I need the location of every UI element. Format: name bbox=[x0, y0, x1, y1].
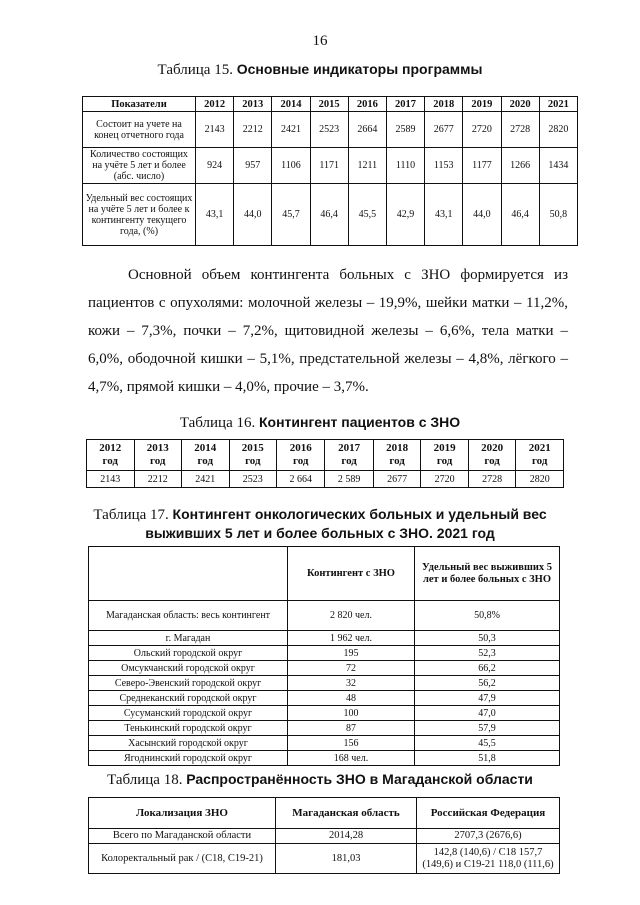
table15-cell: 45,7 bbox=[272, 184, 310, 246]
table16-cell: 2820 bbox=[516, 471, 564, 488]
table-row bbox=[89, 631, 560, 646]
table-row bbox=[89, 751, 560, 766]
table15-cell: 44,0 bbox=[463, 184, 501, 246]
table18-caption bbox=[0, 770, 640, 789]
table16-year-header: 2013 год bbox=[134, 440, 182, 471]
table17-cell: 51,8 bbox=[415, 751, 560, 766]
table16-year-header: 2017 год bbox=[325, 440, 373, 471]
table15-cell: 1110 bbox=[386, 148, 424, 184]
table15-cell: 2212 bbox=[234, 112, 272, 148]
table15-cell: 2720 bbox=[463, 112, 501, 148]
table16-cell: 2 589 bbox=[325, 471, 373, 488]
table16-cell: 2421 bbox=[182, 471, 230, 488]
table15-cell: 1171 bbox=[310, 148, 348, 184]
table16-cell: 2143 bbox=[87, 471, 135, 488]
table-row bbox=[87, 440, 564, 471]
table18-header-cell: Магаданская область bbox=[276, 798, 417, 829]
table15-header-cell: 2017 bbox=[386, 97, 424, 112]
table18-cell: 2014,28 bbox=[276, 829, 417, 844]
table15-cell: 2523 bbox=[310, 112, 348, 148]
body-paragraph-text: Основной объем контингента больных с ЗНО формируется из пациентов с опухолями: молочной железы – 19,9%, шейки матки – 11,2%, кожи – 7,3%, почки – 7,2%, щитовидной железы – 6,6%, тела матки – 6,0%, ободочной кишки – 5,1%, предстательной железы – 4,8%, лёгкого – 4,7%, прямой кишки – 4,0%, прочие – 3,7%. bbox=[88, 267, 568, 395]
table15-caption-title: Основные индикаторы программы bbox=[236, 61, 483, 77]
table16-cell: 2 664 bbox=[277, 471, 325, 488]
page-number: 16 bbox=[312, 33, 328, 49]
table15-row-label: Количество состоящих на учёте 5 лет и более (абс. число) bbox=[83, 148, 196, 184]
table15-row-label: Удельный вес состоящих на учёте 5 лет и более к контингенту текущего года, (%) bbox=[83, 184, 196, 246]
table-row bbox=[83, 184, 578, 246]
table17-cell: 57,9 bbox=[415, 721, 560, 736]
table-row bbox=[89, 721, 560, 736]
table17-row-label: Среднеканский городской округ bbox=[89, 691, 288, 706]
table17-cell: 195 bbox=[288, 646, 415, 661]
table15-cell: 1153 bbox=[425, 148, 463, 184]
table-row bbox=[83, 148, 578, 184]
table15-cell: 2820 bbox=[539, 112, 577, 148]
table17-cell: 168 чел. bbox=[288, 751, 415, 766]
table17-cell: 1 962 чел. bbox=[288, 631, 415, 646]
table-row bbox=[89, 829, 560, 844]
table15-indicators bbox=[82, 96, 578, 246]
table16-year-header: 2014 год bbox=[182, 440, 230, 471]
table17-cell: 50,8% bbox=[415, 601, 560, 631]
table15-cell: 46,4 bbox=[501, 184, 539, 246]
table17-row-label: Тенькинский городской округ bbox=[89, 721, 288, 736]
table15-cell: 1106 bbox=[272, 148, 310, 184]
table18-cell: 181,03 bbox=[276, 844, 417, 874]
table16-year-header: 2015 год bbox=[229, 440, 277, 471]
table15-cell: 2143 bbox=[196, 112, 234, 148]
table-row bbox=[89, 547, 560, 601]
table15-cell: 43,1 bbox=[425, 184, 463, 246]
table18-header-cell: Локализация ЗНО bbox=[89, 798, 276, 829]
table15-cell: 50,8 bbox=[539, 184, 577, 246]
table18-caption-prefix: Таблица 18. bbox=[107, 772, 183, 788]
table15-cell: 2421 bbox=[272, 112, 310, 148]
table16-year-header: 2012 год bbox=[87, 440, 135, 471]
table17-cell: 2 820 чел. bbox=[288, 601, 415, 631]
table-row bbox=[89, 676, 560, 691]
table18-row-label: Колоректальный рак / (С18, С19-21) bbox=[89, 844, 276, 874]
table-row bbox=[89, 706, 560, 721]
table18-cell: 142,8 (140,6) / С18 157,7 (149,6) и С19-21 118,0 (111,6) bbox=[417, 844, 560, 874]
table16-year-header: 2021 год bbox=[516, 440, 564, 471]
body-paragraph bbox=[88, 261, 568, 401]
table15-header-cell: 2016 bbox=[348, 97, 386, 112]
table15-cell: 44,0 bbox=[234, 184, 272, 246]
table18-cell: 2707,3 (2676,6) bbox=[417, 829, 560, 844]
table15-header-cell: 2015 bbox=[310, 97, 348, 112]
table15-cell: 2589 bbox=[386, 112, 424, 148]
table15-header-cell: 2013 bbox=[234, 97, 272, 112]
table15-caption-prefix: Таблица 15. bbox=[157, 62, 233, 78]
table17-caption-prefix: Таблица 17. bbox=[93, 507, 169, 523]
table15-cell: 1211 bbox=[348, 148, 386, 184]
table15-header-cell: Показатели bbox=[83, 97, 196, 112]
table15-header-cell: 2018 bbox=[425, 97, 463, 112]
table15-cell: 42,9 bbox=[386, 184, 424, 246]
table15-cell: 1266 bbox=[501, 148, 539, 184]
table17-header-cell: Контингент с ЗНО bbox=[288, 547, 415, 601]
table-row bbox=[83, 112, 578, 148]
table17-cell: 87 bbox=[288, 721, 415, 736]
table16-cell: 2728 bbox=[468, 471, 516, 488]
table17-header-cell: Удельный вес выживших 5 лет и более больных с ЗНО bbox=[415, 547, 560, 601]
table-row bbox=[89, 691, 560, 706]
table16-caption-title: Контингент пациентов с ЗНО bbox=[259, 414, 461, 430]
table17-row-label: Северо-Эвенский городской округ bbox=[89, 676, 288, 691]
table18-prevalence bbox=[88, 797, 560, 874]
table-row bbox=[89, 661, 560, 676]
table17-cell: 50,3 bbox=[415, 631, 560, 646]
table17-row-label: Ягоднинский городской округ bbox=[89, 751, 288, 766]
table15-cell: 2677 bbox=[425, 112, 463, 148]
table17-cell: 48 bbox=[288, 691, 415, 706]
table17-cell: 100 bbox=[288, 706, 415, 721]
table18-row-label: Всего по Магаданской области bbox=[89, 829, 276, 844]
table17-survival bbox=[88, 546, 560, 766]
table-row bbox=[87, 471, 564, 488]
table16-contingent bbox=[86, 439, 564, 488]
table16-year-header: 2019 год bbox=[421, 440, 469, 471]
table15-cell: 43,1 bbox=[196, 184, 234, 246]
table17-header-cell bbox=[89, 547, 288, 601]
table16-cell: 2212 bbox=[134, 471, 182, 488]
table-row bbox=[89, 736, 560, 751]
table16-caption-prefix: Таблица 16. bbox=[179, 415, 256, 431]
table17-row-label: Магаданская область: весь контингент bbox=[89, 601, 288, 631]
table15-cell: 46,4 bbox=[310, 184, 348, 246]
table15-header-cell: 2019 bbox=[463, 97, 501, 112]
table16-cell: 2523 bbox=[229, 471, 277, 488]
table17-caption-subtitle: выживших 5 лет и более больных с ЗНО. 2021 год bbox=[145, 525, 495, 541]
table17-cell: 47,9 bbox=[415, 691, 560, 706]
table17-cell: 45,5 bbox=[415, 736, 560, 751]
table15-header-cell: 2014 bbox=[272, 97, 310, 112]
table15-caption bbox=[0, 60, 640, 79]
table17-cell: 32 bbox=[288, 676, 415, 691]
table17-cell: 56,2 bbox=[415, 676, 560, 691]
table18-caption-title: Распространённость ЗНО в Магаданской области bbox=[186, 771, 533, 787]
table15-row-label: Состоит на учете на конец отчетного года bbox=[83, 112, 196, 148]
table16-cell: 2720 bbox=[421, 471, 469, 488]
table15-cell: 1177 bbox=[463, 148, 501, 184]
table16-year-header: 2020 год bbox=[468, 440, 516, 471]
table17-caption bbox=[0, 505, 640, 543]
table17-row-label: Ольский городской округ bbox=[89, 646, 288, 661]
table-row bbox=[89, 844, 560, 874]
table15-header-cell: 2021 bbox=[539, 97, 577, 112]
table17-caption-title: Контингент онкологических больных и удельный вес bbox=[172, 506, 547, 522]
table15-cell: 45,5 bbox=[348, 184, 386, 246]
table17-row-label: Омсукчанский городской округ bbox=[89, 661, 288, 676]
table16-caption bbox=[0, 413, 640, 432]
table15-header-cell: 2020 bbox=[501, 97, 539, 112]
table15-cell: 1434 bbox=[539, 148, 577, 184]
table18-header-cell: Российская Федерация bbox=[417, 798, 560, 829]
table-row bbox=[89, 601, 560, 631]
table-row bbox=[89, 798, 560, 829]
table17-cell: 47,0 bbox=[415, 706, 560, 721]
table17-cell: 156 bbox=[288, 736, 415, 751]
table17-cell: 52,3 bbox=[415, 646, 560, 661]
table16-year-header: 2018 год bbox=[373, 440, 421, 471]
table15-cell: 2728 bbox=[501, 112, 539, 148]
table16-cell: 2677 bbox=[373, 471, 421, 488]
table15-cell: 2664 bbox=[348, 112, 386, 148]
table17-cell: 66,2 bbox=[415, 661, 560, 676]
table17-cell: 72 bbox=[288, 661, 415, 676]
table15-header-cell: 2012 bbox=[196, 97, 234, 112]
table16-year-header: 2016 год bbox=[277, 440, 325, 471]
table15-cell: 924 bbox=[196, 148, 234, 184]
table17-row-label: Сусуманский городской округ bbox=[89, 706, 288, 721]
table17-row-label: Хасынский городской округ bbox=[89, 736, 288, 751]
table-row bbox=[89, 646, 560, 661]
table17-row-label: г. Магадан bbox=[89, 631, 288, 646]
table15-cell: 957 bbox=[234, 148, 272, 184]
